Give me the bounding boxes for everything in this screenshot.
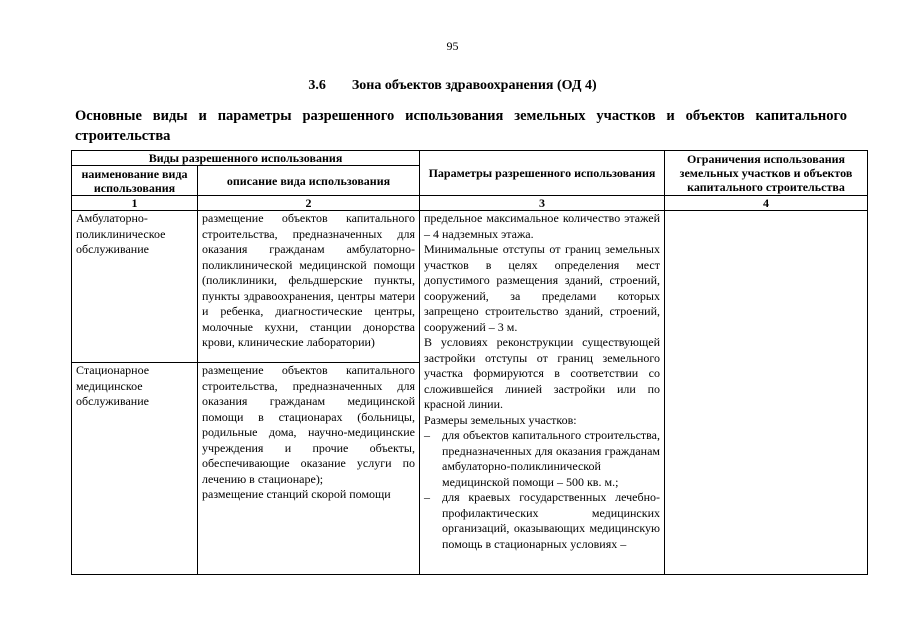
parameter-reconstruction: В условиях реконструкции существующей застройки отступы от границ земельного участка формируются в соответствии со сложившейся линией застройки или по красной линии. [424, 335, 660, 411]
section-title [0, 78, 905, 94]
column-number-3: 3 [420, 196, 665, 211]
zone-usage-table [71, 150, 868, 575]
table-row [72, 211, 868, 363]
plot-sizes-list [424, 428, 660, 552]
list-item: – для краевых государственных лечебно-профилактических медицинских организаций, оказывающих медицинскую помощь в стационарных условиях – [424, 490, 660, 552]
name-header: наименование вида использования [72, 166, 198, 196]
section-number: 3.6 [308, 78, 326, 93]
parameters-header: Параметры разрешенного использования [420, 151, 665, 196]
page-number: 95 [446, 39, 459, 53]
list-item: – для объектов капитального строительства, предназначенных для оказания гражданам амбулаторно-поликлинической медицинской помощи – 500 кв. м.; [424, 428, 660, 490]
header-group-cell: Виды разрешенного использования [72, 151, 420, 166]
header-row-1 [72, 151, 868, 166]
column-number-2: 2 [198, 196, 420, 211]
usage-description-text: размещение объектов капитального строительства, предназначенных для оказания гражданам медицинской помощи в стационарах (больницы, родильные дома, научно-медицинские учреждения и прочие объекты, обеспечивающие оказание услуги по лечению в стационаре); [202, 363, 415, 486]
parameter-min-setbacks: Минимальные отступы от границ земельных участков в целях определения мест допустимого размещения зданий, строений, сооружений, за пределами которых запрещено строительство зданий, строений, сооружений – 3 м. [424, 242, 660, 334]
usage-description-cell [198, 363, 420, 575]
usage-description-cell: размещение объектов капитального строительства, предназначенных для оказания гражданам амбулаторно-поликлинической медицинской помощи (поликлиники, фельдшерские пункты, пункты здравоохранения, центры матери и ребенка, диагностические центры, молочные кухни, станции донорства крови, клинические лаборатории) [198, 211, 420, 363]
usage-name-cell: Амбулаторно-поликлиническое обслуживание [72, 211, 198, 363]
table-heading: Основные виды и параметры разрешенного использования земельных участков и объектов капитального строительства [75, 108, 847, 144]
section-title-text: Зона объектов здравоохранения (ОД 4) [351, 78, 597, 93]
usage-name-cell: Стационарное медицинское обслуживание [72, 363, 198, 575]
column-number-1: 1 [72, 196, 198, 211]
parameter-plot-sizes-label: Размеры земельных участков: [424, 412, 577, 427]
column-number-4: 4 [665, 196, 868, 211]
parameters-cell [420, 211, 665, 575]
usage-description-extra: размещение станций скорой помощи [202, 487, 391, 501]
description-header: описание вида использования [198, 166, 420, 196]
column-number-row [72, 196, 868, 211]
restrictions-header: Ограничения использования земельных участков и объектов капитального строительства [665, 151, 868, 196]
parameter-max-floors: предельное максимальное количество этажей – 4 надземных этажа. [424, 211, 660, 241]
restrictions-cell [665, 211, 868, 575]
